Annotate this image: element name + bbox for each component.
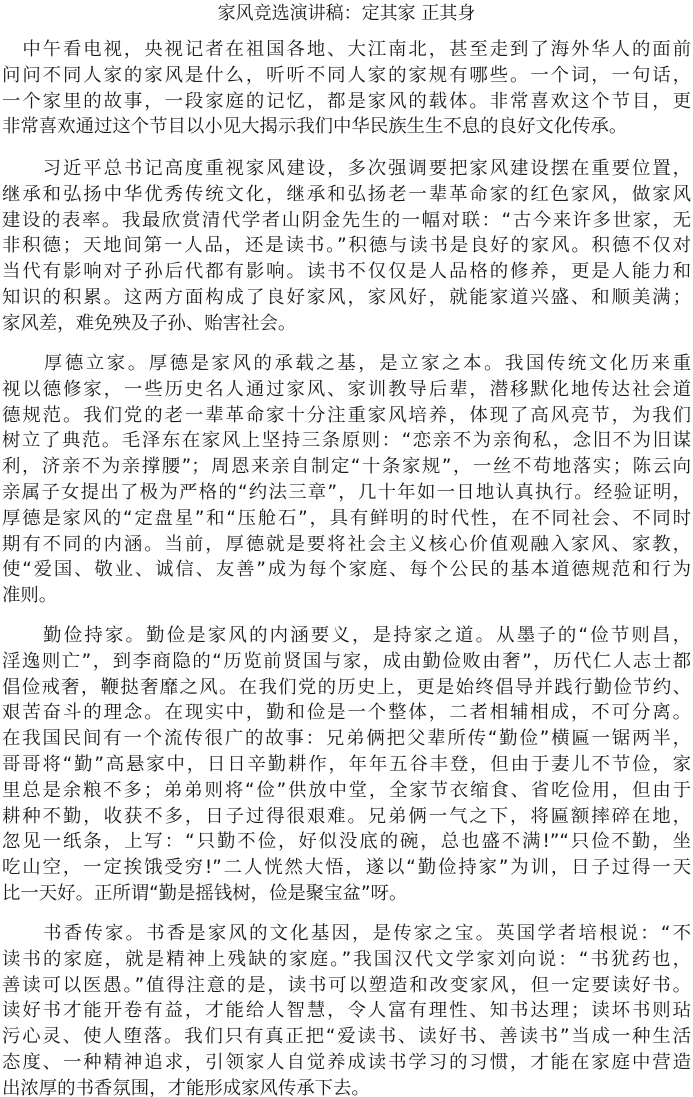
document-title: 家风竞选演讲稿：定其家 正其身 xyxy=(217,3,476,24)
text-line: 知识的积累。这两方面构成了良好家风，家风好，就能家道兴盛、和顺美满； xyxy=(2,286,691,308)
paragraph-virtue xyxy=(2,351,691,609)
text-line: 非积德；天地间第一人品，还是读书。”积德与读书是良好的家风。积德不仅对 xyxy=(2,235,691,257)
text-line: 吃山空，一定挨饿受穷!”二人恍然大悟，遂以“勤俭持家”为训，日子过得一天 xyxy=(2,857,691,879)
text-line: 亲属子女提出了极为严格的“约法三章”，几十年如一日地认真执行。经验证明， xyxy=(2,481,691,503)
text-line: 厚德是家风的“定盘星”和“压舱石”，具有鲜明的时代性，在不同社会、不同时 xyxy=(2,507,691,529)
paragraph-thrift xyxy=(2,623,691,907)
text-line: 书香传家。书香是家风的文化基因，是传家之宝。英国学者培根说：“不 xyxy=(2,923,691,944)
text-line: 厚德立家。厚德是家风的承载之基，是立家之本。我国传统文化历来重 xyxy=(2,353,691,374)
text-line: 中午看电视，央视记者在祖国各地、大江南北，甚至走到了海外华人的面前 xyxy=(2,39,691,60)
text-line: 继承和弘扬中华优秀传统文化，继承和弘扬老一辈革命家的红色家风，做家风 xyxy=(2,183,691,205)
text-line: 忽见一纸条，上写：“只勤不俭，好似没底的碗，总也盛不满!”“只俭不勤，坐 xyxy=(2,831,691,853)
text-line: 一个家里的故事，一段家庭的记忆，都是家风的载体。非常喜欢这个节目，更 xyxy=(2,90,691,112)
text-line: 读好书才能开卷有益，才能给人智慧，令人富有理性、知书达理；读坏书则玷 xyxy=(2,1000,691,1022)
paragraph-books xyxy=(2,921,691,1097)
text-line: 树立了典范。毛泽东在家风上坚持三条原则：“恋亲不为亲徇私，念旧不为旧谋 xyxy=(2,430,691,452)
text-line: 家风差，难免殃及子孙、贻害社会。 xyxy=(2,312,297,334)
text-line: 耕种不勤，收获不多，日子过得很艰难。兄弟俩一气之下，将匾额摔碎在地， xyxy=(2,805,691,827)
text-line: 艰苦奋斗的理念。在现实中，勤和俭是一个整体，二者相辅相成，不可分离。 xyxy=(2,702,691,724)
text-line: 问问不同人家的家风是什么，听听不同人家的家规有哪些。一个词，一句话， xyxy=(2,64,691,86)
text-line: 污心灵、使人堕落。我们只有真正把“爱读书、读好书、善读书”当成一种生活 xyxy=(2,1026,691,1048)
text-line: 里总是余粮不多；弟弟则将“俭”供放中堂，全家节衣缩食、省吃俭用，但由于 xyxy=(2,779,691,801)
text-line: 利，济亲不为亲撑腰”；周恩来亲自制定“十条家规”，一丝不苟地落实；陈云向 xyxy=(2,456,691,478)
paragraph-xi-family-style xyxy=(2,156,691,337)
text-line: 准则。 xyxy=(2,585,58,607)
text-line: 建设的表率。我最欣赏清代学者山阴金先生的一幅对联：“古今来许多世家，无 xyxy=(2,209,691,231)
text-line: 善读可以医愚。”值得注意的是，读书可以塑造和改变家风，但一定要读好书。 xyxy=(2,974,691,996)
text-line: 使“爱国、敬业、诚信、友善”成为每个家庭、每个公民的基本道德规范和行为 xyxy=(2,559,691,581)
text-line: 态度、一种精神追求，引领家人自觉养成读书学习的习惯，才能在家庭中营造 xyxy=(2,1051,691,1073)
text-line: 在我国民间有一个流传很广的故事：兄弟俩把父辈所传“勤俭”横匾一锯两半， xyxy=(2,728,691,750)
text-line: 德规范。我们党的老一辈革命家十分注重家风培养，体现了高风亮节，为我们 xyxy=(2,404,691,426)
text-line: 哥哥将“勤”高悬家中，日日辛勤耕作，年年五谷丰登，但由于妻儿不节俭，家 xyxy=(2,753,691,775)
text-line: 读书的家庭，就是精神上残缺的家庭。”我国汉代文学家刘向说：“书犹药也， xyxy=(2,948,691,970)
text-line: 倡俭戒奢，鞭挞奢靡之风。在我们党的历史上，更是始终倡导并践行勤俭节约、 xyxy=(2,676,691,698)
text-line: 当代有影响对子孙后代都有影响。读书不仅仅是人品格的修养，更是人能力和 xyxy=(2,261,691,283)
text-line: 出浓厚的书香氛围，才能形成家风传承下去。 xyxy=(2,1077,370,1097)
text-line: 比一天好。正所谓“勤是摇钱树，俭是聚宝盆”呀。 xyxy=(2,882,408,904)
text-line: 视以德修家，一些历史名人通过家风、家训教导后辈，潜移默化地传达社会道 xyxy=(2,378,691,400)
text-line: 勤俭持家。勤俭是家风的内涵要义，是持家之道。从墨子的“俭节则昌， xyxy=(2,625,691,646)
text-line: 非常喜欢通过这个节目以小见大揭示我们中华民族生生不息的良好文化传承。 xyxy=(2,116,628,138)
text-line: 习近平总书记高度重视家风建设，多次强调要把家风建设摆在重要位置， xyxy=(2,158,691,179)
paragraph-intro xyxy=(2,37,691,140)
text-line: 淫逸则亡”，到李商隐的“历览前贤国与家，成由勤俭败由奢”，历代仁人志士都 xyxy=(2,650,691,672)
text-line: 期有不同的内涵。当前，厚德就是要将社会主义核心价值观融入家风、家教， xyxy=(2,533,691,555)
